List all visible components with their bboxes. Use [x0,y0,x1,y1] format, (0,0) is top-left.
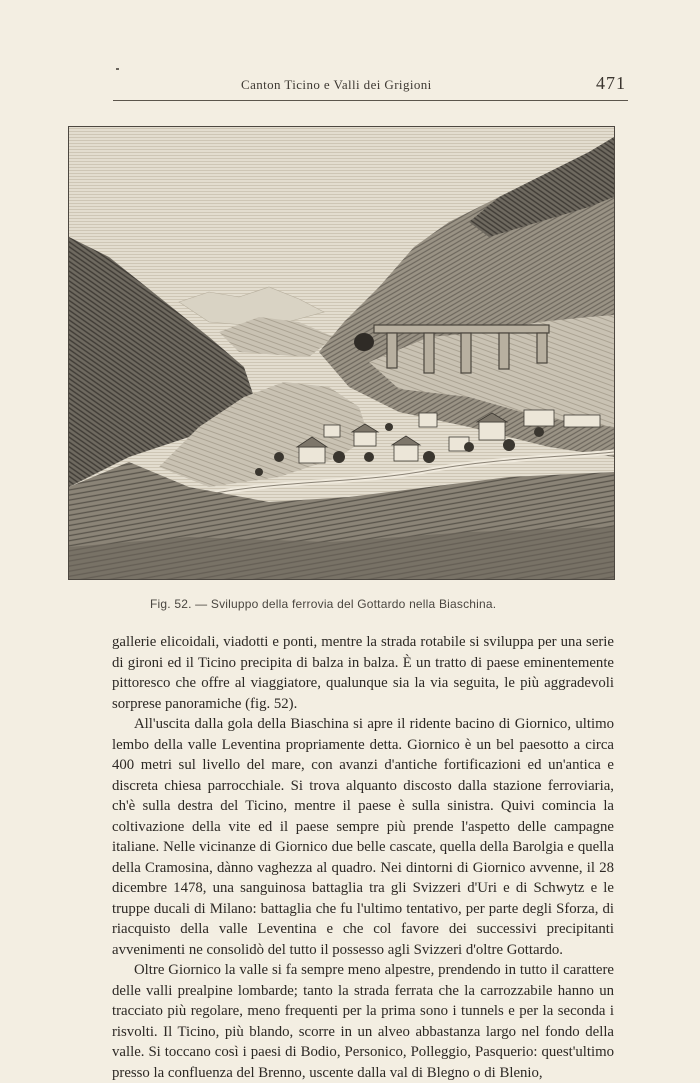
print-speck [116,68,119,70]
engraving-figure [68,126,615,580]
paragraph: All'uscita dalla gola della Biaschina si apre il ridente bacino di Giornico, ultimo lembo della valle Leventina propriamente detta. Giornico è un bel paesotto a circa 400 metri sul livello del mare, con avanzi d'antiche fortificazioni ed un'antica e discreta chiesa parrocchiale. Si trova alquanto discosto dalla stazione ferroviaria, ch'è sulla destra del Ticino, mentre il paese è sulla sinistra. Quivi comincia la coltivazione della vite ed il paese sempre più prende l'aspetto delle campagne italiane. Nelle vicinanze di Giornico due belle cascate, quella della Barolgia e quella della Cramosina, dànno vaghezza al quadro. Nei dintorni di Giornico avvenne, il 28 dicembre 1478, una sanguinosa battaglia tra gli Svizzeri d'Uri e di Schwytz e le truppe ducali di Milano: battaglia che fu l'ultimo tentativo, per parte degli Sforza, di riacquisto della valle Leventina e che col favore dei successivi precipitanti avvenimenti ne consolidò del tutto il possesso agli Svizzeri d'oltre Gottardo. [112,716,614,958]
paragraph: Oltre Giornico la valle si fa sempre meno alpestre, prendendo in tutto il carattere delle valli prealpine lombarde; tanto la strada ferrata che la carrozzabile hanno un tracciato più regolare, meno frequenti per la prima sono i tunnels e per la seconda i risvolti. Il Ticino, più blando, scorre in un alveo abbastanza largo nel fondo della valle. Si toccano così i paesi di Bodio, Personico, Polleggio, Pasquerio: quest'ultimo presso la confluenza del Brenno, uscente dalla val di Blegno o di Blenio, [112,962,614,1081]
valley-railway-engraving [69,127,614,579]
running-header [113,72,628,101]
page-number: 471 [596,73,626,93]
body-text [112,632,614,1083]
figure-caption: Fig. 52. — Sviluppo della ferrovia del Gottardo nella Biaschina. [150,597,497,611]
running-title: Canton Ticino e Valli dei Grigioni [241,77,432,92]
paragraph: gallerie elicoidali, viadotti e ponti, mentre la strada rotabile si sviluppa per una serie di gironi ed il Ticino precipita di balza in balza. È un tratto di paese eminentemente pittoresco che offre al viaggiatore, qualunque sia la via seguita, le più aggradevoli sorprese panoramiche (fig. 52). [112,634,614,712]
